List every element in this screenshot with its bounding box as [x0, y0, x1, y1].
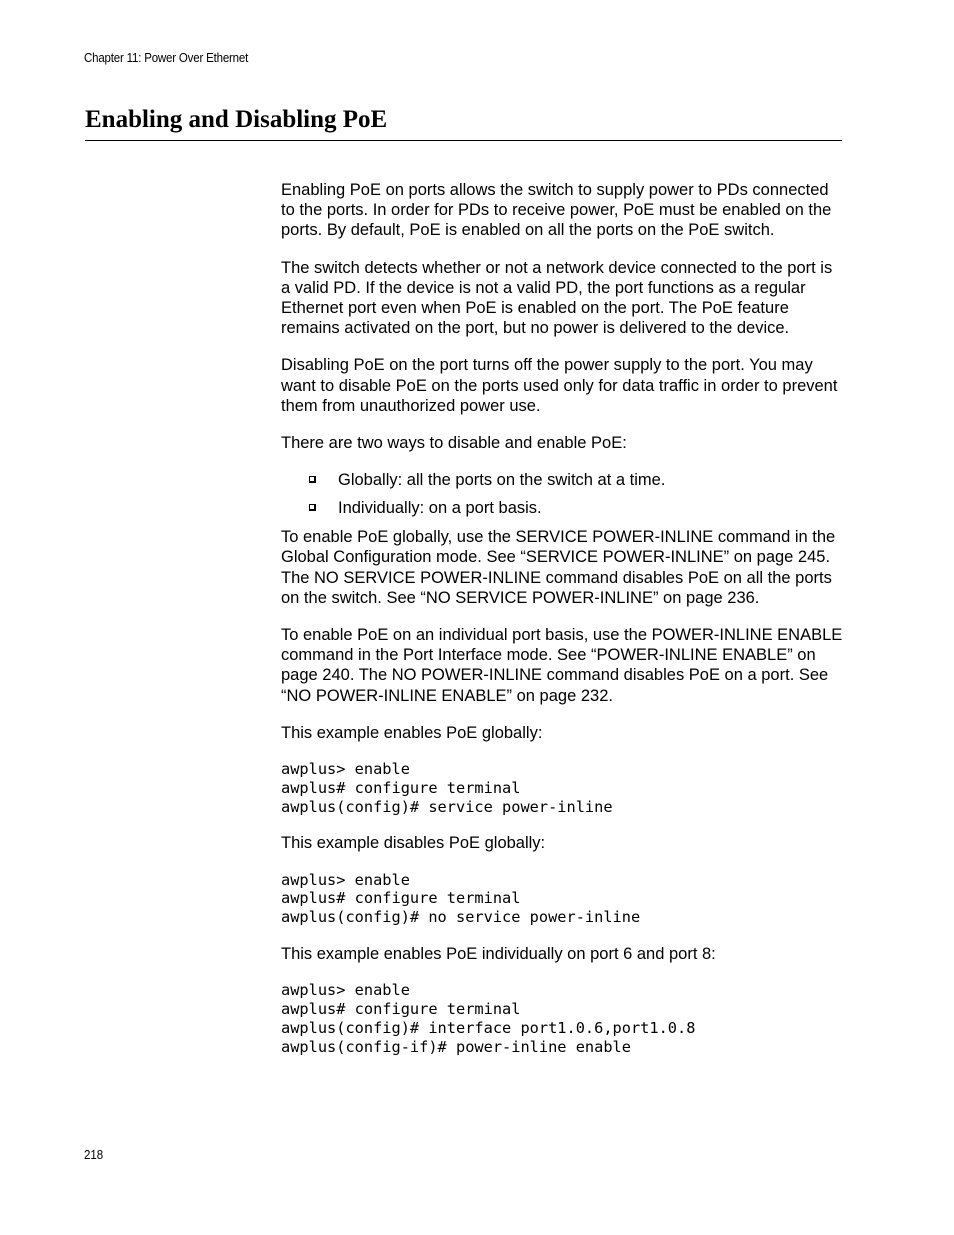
code-block-enable-global: awplus> enable awplus# configure terminal awplus(config)# service power-inline: [281, 760, 613, 816]
paragraph-detection: The switch detects whether or not a network device connected to the port is a valid PD. If the device is not a valid PD, the port functions as a regular Ethernet port even when PoE is enabled on the port. The PoE feature remains activated on the port, but no power is delivered to the device.: [281, 258, 833, 338]
checkbox-bullet-icon: [309, 476, 316, 483]
paragraph-individual: To enable PoE on an individual port basis, use the POWER-INLINE ENABLE command in the Port Interface mode. See “POWER-INLINE ENABLE” on page 240. The NO POWER-INLINE command disables PoE on a port. See “NO POWER-INLINE ENABLE” on page 232.: [281, 626, 843, 705]
code-block-enable-ports: awplus> enable awplus# configure terminal awplus(config)# interface port1.0.6,port1.0.8 awplus(config-if)# power-inline enable: [281, 981, 696, 1056]
body-text: [281, 180, 843, 1056]
example-intro-disable-global: This example disables PoE globally:: [281, 834, 546, 853]
bullet-text: Individually: on a port basis.: [338, 499, 542, 518]
paragraph-intro: Enabling PoE on ports allows the switch to supply power to PDs connected to the ports. In order for PDs to receive power, PoE must be enabled on the ports. By default, PoE is enabled on all the ports on the PoE switch.: [281, 181, 832, 240]
code-block-disable-global: awplus> enable awplus# configure terminal awplus(config)# no service power-inline: [281, 870, 641, 927]
running-header: Chapter 11: Power Over Ethernet: [84, 51, 249, 65]
paragraph-global: To enable PoE globally, use the SERVICE POWER-INLINE command in the Global Configuration mode. See “SERVICE POWER-INLINE” on page 245. The NO SERVICE POWER-INLINE command disables PoE on all the ports on the switch. See “NO SERVICE POWER-INLINE” on page 236.: [281, 528, 836, 607]
bullet-text: Globally: all the ports on the switch at a time.: [338, 471, 666, 490]
page-number: 218: [84, 1148, 104, 1162]
list-item: [281, 470, 843, 490]
example-intro-enable-global: This example enables PoE globally:: [281, 723, 543, 742]
section-title: Enabling and Disabling PoE: [85, 106, 388, 133]
paragraph-disabling: Disabling PoE on the port turns off the power supply to the port. You may want to disable PoE on the ports used only for data traffic in order to prevent them from unauthorized power use.: [281, 356, 838, 415]
bullet-list: [281, 470, 843, 518]
title-rule: [85, 140, 842, 141]
checkbox-bullet-icon: [309, 504, 316, 511]
example-intro-enable-ports: This example enables PoE individually on port 6 and port 8:: [281, 945, 716, 964]
list-item: [281, 498, 843, 518]
paragraph-two-ways: There are two ways to disable and enable PoE:: [281, 434, 627, 453]
